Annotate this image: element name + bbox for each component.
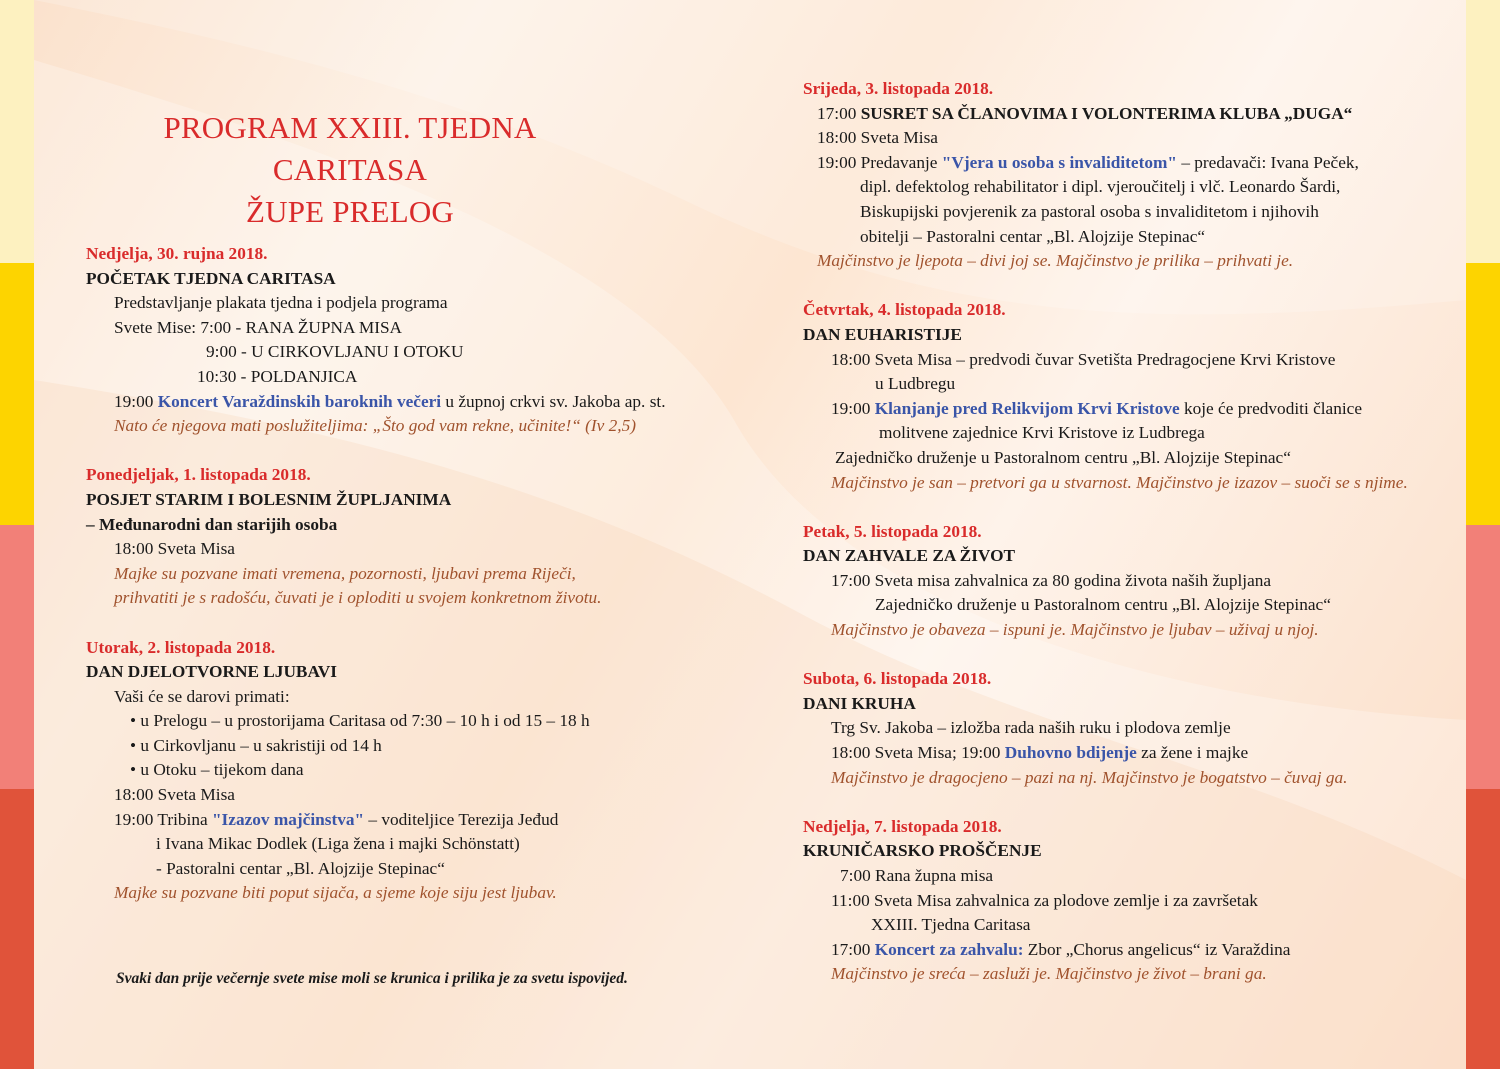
text: 19:00 Predavanje	[817, 152, 942, 172]
right-edge-band-red	[1466, 789, 1500, 1069]
left-edge-band-pink	[0, 525, 34, 789]
quote: Nato će njegova mati poslužiteljima: „Što god vam rekne, učinite!“ (Iv 2,5)	[114, 416, 637, 436]
title-line-1: PROGRAM XXIII. TJEDNA CARITASA	[163, 109, 537, 187]
program-line: 17:00 Sveta misa zahvalnica za 80 godina života naših župljana	[831, 570, 1272, 590]
program-line: Trg Sv. Jakoba – izložba rada naših ruku i plodova zemlje	[831, 718, 1231, 738]
right-edge-band-cream	[1466, 0, 1500, 263]
day-section-tuesday-2	[86, 636, 726, 907]
program-line: Vaši će se darovi primati:	[114, 686, 290, 706]
program-line: 18:00 Sveta Misa	[114, 785, 235, 805]
program-line: - Pastoralni centar „Bl. Alojzije Stepinac“	[156, 858, 445, 878]
day-date: Utorak, 2. listopada 2018.	[86, 637, 276, 657]
program-line: i Ivana Mikac Dodlek (Liga žena i majki Schönstatt)	[156, 834, 520, 854]
text: u župnoj crkvi sv. Jakoba ap. st.	[441, 391, 666, 411]
program-line: Biskupijski povjerenik za pastoral osoba s invaliditetom i njihovih	[860, 201, 1319, 221]
day-section-saturday-6	[803, 667, 1453, 790]
program-line: u Ludbregu	[875, 374, 956, 394]
bullet-item: • u Otoku – tijekom dana	[130, 760, 304, 780]
day-section-wednesday-3	[803, 77, 1453, 274]
program-line	[86, 808, 726, 833]
day-date: Subota, 6. listopada 2018.	[803, 669, 992, 689]
program-line: molitvene zajednice Krvi Kristove iz Ludbrega	[879, 423, 1205, 443]
time: 19:00	[114, 391, 158, 411]
program-line: obitelji – Pastoralni centar „Bl. Alojzije Stepinac“	[860, 226, 1206, 246]
text: Zbor „Chorus angelicus“ iz Varaždina	[1023, 939, 1291, 959]
text: 18:00 Sveta Misa; 19:00	[831, 743, 1005, 763]
bullet-item: • u Cirkovljanu – u sakristiji od 14 h	[130, 735, 382, 755]
page-title	[100, 107, 600, 233]
quote: prihvatiti je s radošću, čuvati je i oploditi u svojem konkretnom životu.	[114, 588, 602, 608]
day-heading: DAN ZAHVALE ZA ŽIVOT	[803, 546, 1016, 566]
day-heading: DAN DJELOTVORNE LJUBAVI	[86, 662, 337, 682]
day-section-friday-5	[803, 520, 1453, 643]
time: 17:00	[817, 103, 861, 123]
day-date: Petak, 5. listopada 2018.	[803, 521, 982, 541]
highlight-event: "Vjera u osoba s invaliditetom"	[941, 152, 1177, 172]
right-edge-band-pink	[1466, 525, 1500, 789]
highlight-event: Klanjanje pred Relikvijom Krvi Kristove	[874, 398, 1180, 418]
day-date: Nedjelja, 30. rujna 2018.	[86, 244, 268, 263]
quote: Majčinstvo je dragocjeno – pazi na nj. Majčinstvo je bogatstvo – čuvaj ga.	[831, 767, 1348, 787]
day-date: Četvrtak, 4. listopada 2018.	[803, 300, 1006, 320]
program-line: 18:00 Sveta Misa	[114, 539, 235, 559]
highlight-event: "Izazov majčinstva"	[211, 809, 365, 829]
text: za žene i majke	[1136, 743, 1249, 763]
highlight-event: Duhovno bdijenje	[1004, 743, 1137, 763]
left-edge-band-yellow	[0, 263, 34, 525]
program-line: XXIII. Tjedna Caritasa	[871, 915, 1031, 935]
highlight-event: Koncert za zahvalu:	[874, 939, 1024, 959]
day-heading: POSJET STARIM I BOLESNIM ŽUPLJANIMA	[86, 489, 452, 509]
left-column	[86, 242, 726, 906]
time: 19:00	[831, 398, 875, 418]
program-line: dipl. defektolog rehabilitator i dipl. vjeroučitelj i vlč. Leonardo Šardi,	[860, 177, 1341, 197]
quote: Majke su pozvane imati vremena, pozornosti, ljubavi prema Riječi,	[114, 563, 576, 583]
right-column	[803, 77, 1453, 987]
left-edge-band-red	[0, 789, 34, 1069]
program-line	[803, 938, 1453, 963]
program-line	[803, 741, 1453, 766]
day-heading: POČETAK TJEDNA CARITASA	[86, 268, 336, 288]
day-heading: DAN EUHARISTIJE	[803, 324, 962, 344]
quote: Majčinstvo je sreća – zasluži je. Majčinstvo je život – brani ga.	[831, 964, 1267, 984]
program-line: 18:00 Sveta Misa	[817, 128, 938, 148]
text: koje će predvoditi članice	[1179, 398, 1362, 418]
day-date: Nedjelja, 7. listopada 2018.	[803, 816, 1002, 836]
day-date: Srijeda, 3. listopada 2018.	[803, 79, 994, 98]
text: – predavači: Ivana Peček,	[1177, 152, 1359, 172]
quote: Majčinstvo je ljepota – divi joj se. Majčinstvo je prilika – prihvati je.	[817, 251, 1294, 271]
program-line	[803, 102, 1453, 127]
time: 17:00	[831, 939, 875, 959]
text: – voditeljice Terezija Jeđud	[364, 809, 559, 829]
title-line-2: ŽUPE PRELOG	[245, 193, 454, 229]
day-heading: KRUNIČARSKO PROŠČENJE	[803, 841, 1042, 861]
quote: Majčinstvo je san – pretvori ga u stvarnost. Majčinstvo je izazov – suoči se s njime.	[831, 472, 1408, 492]
day-section-thursday-4	[803, 298, 1453, 495]
event-title: SUSRET SA ČLANOVIMA I VOLONTERIMA KLUBA „DUGA“	[860, 103, 1353, 123]
program-line	[803, 151, 1453, 176]
day-heading: DANI KRUHA	[803, 693, 916, 713]
right-edge-band-yellow	[1466, 263, 1500, 525]
day-section-monday-1	[86, 463, 726, 611]
program-line: Svete Mise: 7:00 - RANA ŽUPNA MISA	[114, 317, 403, 337]
program-line: Zajedničko druženje u Pastoralnom centru „Bl. Alojzije Stepinac“	[875, 595, 1331, 615]
program-line: 7:00 Rana župna misa	[840, 866, 994, 885]
program-line	[86, 390, 726, 415]
day-section-sunday-30	[86, 242, 726, 439]
program-line	[803, 397, 1453, 422]
footer-note: Svaki dan prije večernje svete mise moli se krunica i prilika je za svetu ispovijed.	[116, 970, 628, 987]
day-date: Ponedjeljak, 1. listopada 2018.	[86, 465, 311, 485]
program-line: Predstavljanje plakata tjedna i podjela programa	[114, 293, 448, 313]
program-line: 9:00 - U CIRKOVLJANU I OTOKU	[206, 342, 464, 362]
highlight-event: Koncert Varaždinskih baroknih večeri	[157, 391, 442, 411]
left-edge-band-cream	[0, 0, 34, 263]
day-section-sunday-7	[803, 815, 1453, 987]
program-line: 11:00 Sveta Misa zahvalnica za plodove zemlje i za završetak	[831, 890, 1258, 910]
day-subheading: – Međunarodni dan starijih osoba	[86, 514, 338, 534]
program-line: Zajedničko druženje u Pastoralnom centru „Bl. Alojzije Stepinac“	[835, 447, 1291, 467]
bullet-item: • u Prelogu – u prostorijama Caritasa od 7:30 – 10 h i od 15 – 18 h	[130, 711, 590, 731]
program-line: 18:00 Sveta Misa – predvodi čuvar Svetišta Predragocjene Krvi Kristove	[831, 349, 1336, 369]
quote: Majke su pozvane biti poput sijača, a sjeme koje siju jest ljubav.	[114, 883, 557, 903]
program-line: 10:30 - POLDANJICA	[197, 366, 358, 386]
text: 19:00 Tribina	[114, 809, 212, 829]
quote: Majčinstvo je obaveza – ispuni je. Majčinstvo je ljubav – uživaj u njoj.	[831, 620, 1319, 640]
